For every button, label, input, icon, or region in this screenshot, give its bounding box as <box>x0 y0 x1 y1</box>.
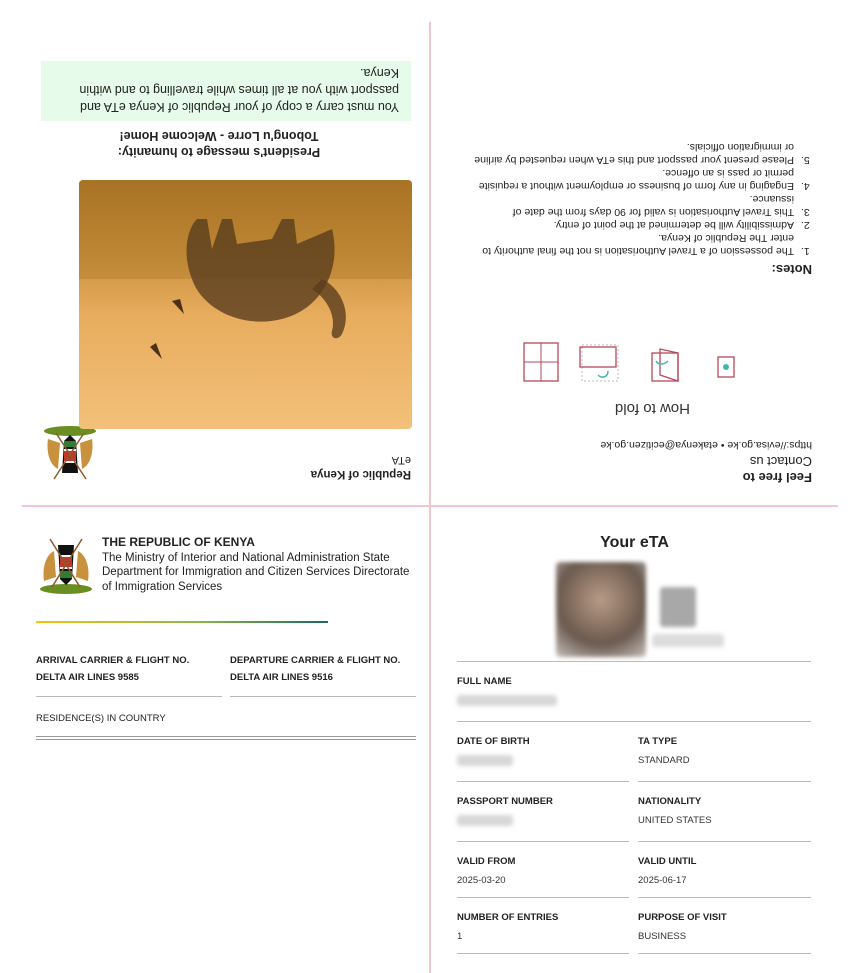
carry-copy-notice: You must carry a copy of your Republic of Kenya eTA and passport with you at all times while travelling to and within Kenya. <box>41 61 411 121</box>
valid-from-label: VALID FROM <box>457 856 516 867</box>
notes-list <box>468 140 812 257</box>
date-of-birth-value-redacted <box>457 755 629 770</box>
field-underline <box>457 781 629 782</box>
fold-steps-illustration <box>518 335 738 385</box>
field-underline <box>36 696 222 697</box>
field-underline <box>457 897 629 898</box>
nationality-field <box>638 796 811 827</box>
kenya-color-divider <box>36 621 328 623</box>
departure-flight-label: DEPARTURE CARRIER & FLIGHT NO. <box>230 655 401 666</box>
cover-panel <box>22 22 429 505</box>
issuing-authority-title: THE REPUBLIC OF KENYA <box>102 535 255 549</box>
field-underline <box>457 841 629 842</box>
full-name-label: FULL NAME <box>457 676 512 687</box>
date-of-birth-field <box>457 736 629 770</box>
issuing-authority-name: The Ministry of Interior and National Administration State Department for Immigration and Citizen Services Directorate of Immigration Services <box>102 551 410 593</box>
arrival-flight-field <box>36 655 222 697</box>
field-underline <box>457 721 811 722</box>
purpose-of-visit-value: BUSINESS <box>638 931 687 942</box>
brand-subtitle: eTA <box>391 454 411 466</box>
kenya-coat-of-arms-icon <box>36 535 96 595</box>
passport-number-value-redacted <box>457 815 629 830</box>
photo-divider <box>457 661 811 662</box>
nationality-label: NATIONALITY <box>638 796 702 807</box>
how-to-fold-label: How to fold <box>614 400 690 417</box>
fold-step-2-icon <box>652 349 678 381</box>
note-item: 3. This Travel Authorisation is valid for 90 days from the date of issuance. <box>468 192 798 218</box>
field-underline <box>638 781 811 782</box>
arrival-flight-value: DELTA AIR LINES 9585 <box>36 672 139 683</box>
redacted-photo-caption <box>652 634 724 647</box>
fold-step-4-icon <box>524 343 558 381</box>
residence-underline <box>36 739 416 740</box>
ta-type-field <box>638 736 811 767</box>
residence-label: RESIDENCE(S) IN COUNTRY <box>36 713 166 724</box>
date-of-birth-label: DATE OF BIRTH <box>457 736 530 747</box>
note-item: 5. Please present your passport and this eTA when requested by airline or immigration officials. <box>468 140 798 166</box>
residence-underline <box>36 736 416 737</box>
purpose-of-visit-field <box>638 912 811 943</box>
full-name-value-redacted <box>457 695 811 710</box>
brand-title: Republic of Kenya <box>310 468 411 480</box>
notes-panel <box>431 22 838 505</box>
notes-heading: Notes: <box>771 262 812 277</box>
contact-details: https://evisa.go.ke • etakenya@ecitizen.go.ke <box>600 439 812 451</box>
holder-photo-thumbnail <box>660 587 696 627</box>
field-underline <box>230 696 416 697</box>
note-item: 1. The possession of a Travel Authorisation is not the final authority to enter The Republic of Kenya. <box>468 231 798 257</box>
valid-until-field <box>638 856 811 887</box>
field-underline <box>638 897 811 898</box>
field-underline <box>638 953 811 954</box>
contact-heading-line1: Feel free to <box>742 470 812 485</box>
purpose-of-visit-label: PURPOSE OF VISIT <box>638 912 727 923</box>
ta-type-label: TA TYPE <box>638 736 678 747</box>
eta-title: Your eTA <box>600 534 669 551</box>
note-item: 2. Admissibility will be determined at the point of entry. <box>468 218 798 231</box>
nationality-value: UNITED STATES <box>638 815 712 826</box>
president-message <box>69 128 369 160</box>
note-item: 4. Engaging in any form of business or employment without a requisite permit or pass is an offence. <box>468 166 798 192</box>
field-underline <box>457 953 629 954</box>
valid-from-value: 2025-03-20 <box>457 875 506 886</box>
valid-until-value: 2025-06-17 <box>638 875 687 886</box>
travel-details-panel <box>22 507 429 973</box>
arrival-flight-label: ARRIVAL CARRIER & FLIGHT NO. <box>36 655 190 666</box>
president-message-greeting: Tobong'u Lorre - Welcome Home! <box>119 129 319 143</box>
departure-flight-value: DELTA AIR LINES 9516 <box>230 672 333 683</box>
contact-heading-line2: Contact us <box>749 454 812 469</box>
passport-number-field <box>457 796 629 830</box>
issuing-authority <box>102 535 422 594</box>
field-underline <box>638 841 811 842</box>
number-of-entries-value: 1 <box>457 931 463 942</box>
fold-step-3-icon <box>580 345 618 381</box>
fold-step-1-icon <box>718 357 734 377</box>
president-message-heading: President's message to humanity: <box>117 145 321 159</box>
number-of-entries-label: NUMBER OF ENTRIES <box>457 912 559 923</box>
valid-from-field <box>457 856 629 887</box>
kenya-coat-of-arms-icon <box>40 425 100 483</box>
passport-number-label: PASSPORT NUMBER <box>457 796 553 807</box>
contact-heading <box>743 453 812 485</box>
holder-photo <box>556 562 646 657</box>
elephant-photo <box>79 180 412 429</box>
brand-block <box>311 453 411 481</box>
valid-until-label: VALID UNTIL <box>638 856 697 867</box>
departure-flight-field <box>230 655 416 697</box>
full-name-field <box>457 676 811 710</box>
ta-type-value: STANDARD <box>638 755 690 766</box>
number-of-entries-field <box>457 912 629 943</box>
eta-panel <box>431 507 838 973</box>
